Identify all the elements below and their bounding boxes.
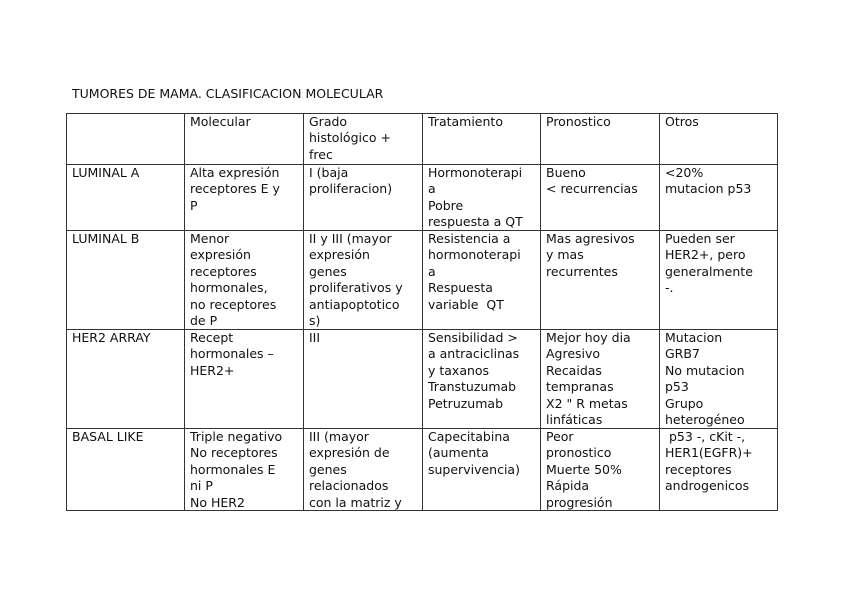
- header-cell-tratamiento: Tratamiento: [423, 114, 541, 165]
- otros-cell: Pueden ser HER2+, pero generalmente -.: [660, 231, 778, 330]
- molecular-cell: Menor expresión receptores hormonales, no receptores de P: [185, 231, 304, 330]
- row-label-cell: HER2 ARRAY: [67, 330, 185, 429]
- otros-cell: Mutacion GRB7 No mutacion p53 Grupo heterogéneo: [660, 330, 778, 429]
- table-row: [67, 165, 778, 231]
- molecular-cell: Triple negativo No receptores hormonales E ni P No HER2: [185, 429, 304, 511]
- tratamiento-cell: Resistencia a hormonoterapi a Respuesta variable QT: [423, 231, 541, 330]
- tratamiento-cell: Capecitabina (aumenta supervivencia): [423, 429, 541, 511]
- table-row: [67, 429, 778, 511]
- header-cell-grado: Grado histológico + frec: [304, 114, 423, 165]
- pronostico-cell: Peor pronostico Muerte 50% Rápida progresión: [541, 429, 660, 511]
- grado-cell: III: [304, 330, 423, 429]
- row-label-cell: LUMINAL B: [67, 231, 185, 330]
- table-row: [67, 231, 778, 330]
- header-cell-molecular: Molecular: [185, 114, 304, 165]
- classification-table: [66, 113, 778, 511]
- otros-cell: <20% mutacion p53: [660, 165, 778, 231]
- grado-cell: II y III (mayor expresión genes proliferativos y antiapoptotico s): [304, 231, 423, 330]
- molecular-cell: Alta expresión receptores E y P: [185, 165, 304, 231]
- page-title: TUMORES DE MAMA. CLASIFICACION MOLECULAR: [72, 86, 384, 101]
- grado-cell: III (mayor expresión de genes relacionados con la matriz y: [304, 429, 423, 511]
- pronostico-cell: Mas agresivos y mas recurrentes: [541, 231, 660, 330]
- header-cell-empty: [67, 114, 185, 165]
- otros-cell: p53 -, cKit -, HER1(EGFR)+ receptores androgenicos: [660, 429, 778, 511]
- header-cell-pronostico: Pronostico: [541, 114, 660, 165]
- row-label-cell: BASAL LIKE: [67, 429, 185, 511]
- row-label-cell: LUMINAL A: [67, 165, 185, 231]
- pronostico-cell: Bueno < recurrencias: [541, 165, 660, 231]
- table-row: [67, 330, 778, 429]
- grado-cell: I (baja proliferacion): [304, 165, 423, 231]
- tratamiento-cell: Hormonoterapi a Pobre respuesta a QT: [423, 165, 541, 231]
- pronostico-cell: Mejor hoy dia Agresivo Recaidas tempranas X2 " R metas linfáticas: [541, 330, 660, 429]
- tratamiento-cell: Sensibilidad > a antraciclinas y taxanos Transtuzumab Petruzumab: [423, 330, 541, 429]
- molecular-cell: Recept hormonales – HER2+: [185, 330, 304, 429]
- header-cell-otros: Otros: [660, 114, 778, 165]
- table-header-row: [67, 114, 778, 165]
